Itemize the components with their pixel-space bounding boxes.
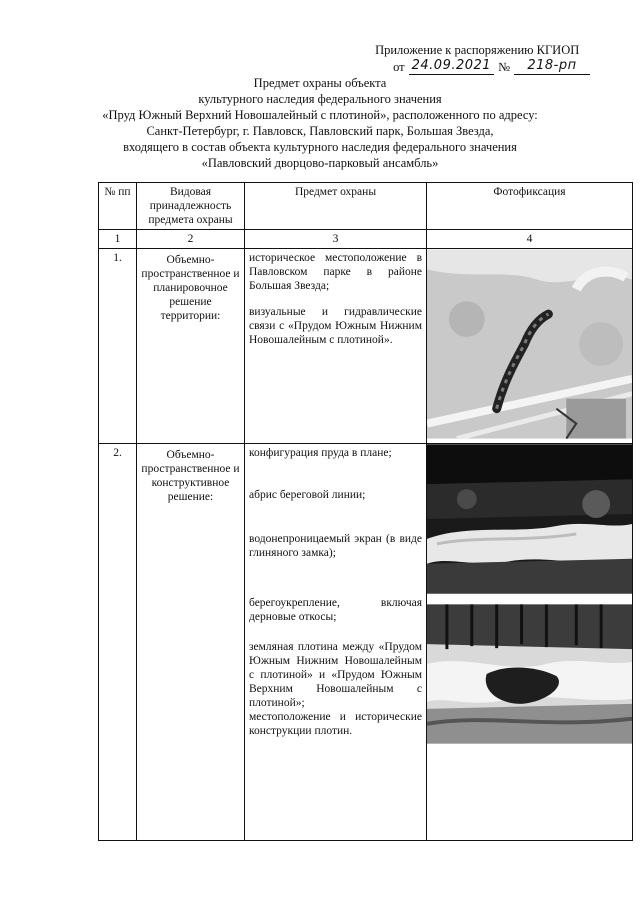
annex-number: 218-рп <box>514 58 590 75</box>
annex-date: 24.09.2021 <box>409 58 494 75</box>
subject-item: водонепроницаемый экран (в виде глиняного замка); <box>249 533 422 559</box>
title-line: культурного наследия федерального значения <box>198 92 442 106</box>
annex-date-line <box>393 58 590 75</box>
annex-number-sign: № <box>498 60 510 74</box>
annex-header <box>375 42 590 75</box>
col-number: 1 <box>99 230 137 249</box>
col-number: 2 <box>137 230 245 249</box>
document-title <box>0 75 640 171</box>
annex-line: Приложение к распоряжению КГИОП <box>375 43 580 57</box>
row-number: 1. <box>99 249 137 444</box>
subject-item: местоположение и исторические конструкции плотин. <box>249 711 422 737</box>
subject-item: историческое местоположение в Павловском парке в районе Большая Звезда; <box>249 252 422 292</box>
header-num: № пп <box>99 183 137 230</box>
protection-table <box>98 182 633 841</box>
annex-from: от <box>393 60 405 74</box>
header-type: Видовая принадлежность предмета охраны <box>137 183 245 230</box>
row-number: 2. <box>99 444 137 841</box>
row-subject <box>245 444 427 841</box>
row-subject <box>245 249 427 444</box>
subject-item: визуальные и гидравлические связи с «Прудом Южным Нижним Новошалейным с плотиной». <box>249 306 422 346</box>
table-row <box>99 444 633 841</box>
table-row <box>99 249 633 444</box>
title-line: Предмет охраны объекта <box>253 76 387 90</box>
title-line: «Пруд Южный Верхний Новошалейный с плотиной», расположенного по адресу: <box>102 108 538 122</box>
row-type: Объемно-пространственное и конструктивное решение: <box>137 444 245 841</box>
subject-item: земляная плотина между «Прудом Южным Нижним Новошалейным с плотиной» и «Прудом Южным Верхним Новошалейным с плотиной»; <box>249 641 422 709</box>
title-line: входящего в состав объекта культурного наследия федерального значения <box>123 140 517 154</box>
table-header-row <box>99 183 633 230</box>
row-type: Объемно-пространственное и планировочное решение территории: <box>137 249 245 444</box>
header-subject: Предмет охраны <box>245 183 427 230</box>
subject-item: берегоукрепление, включая дерновые откосы; <box>249 597 422 623</box>
aerial-map-photo <box>427 249 632 439</box>
subject-item: абрис береговой линии; <box>249 489 366 501</box>
pond-photo <box>427 444 632 594</box>
subject-item: конфигурация пруда в плане; <box>249 447 392 459</box>
col-number: 3 <box>245 230 427 249</box>
row-photo <box>427 444 633 841</box>
row-photo <box>427 249 633 444</box>
table-number-row <box>99 230 633 249</box>
dam-photo <box>427 604 632 744</box>
title-line: «Павловский дворцово-парковый ансамбль» <box>201 156 439 170</box>
header-photo: Фотофиксация <box>427 183 633 230</box>
title-line: Санкт-Петербург, г. Павловск, Павловский парк, Большая Звезда, <box>146 124 494 138</box>
col-number: 4 <box>427 230 633 249</box>
